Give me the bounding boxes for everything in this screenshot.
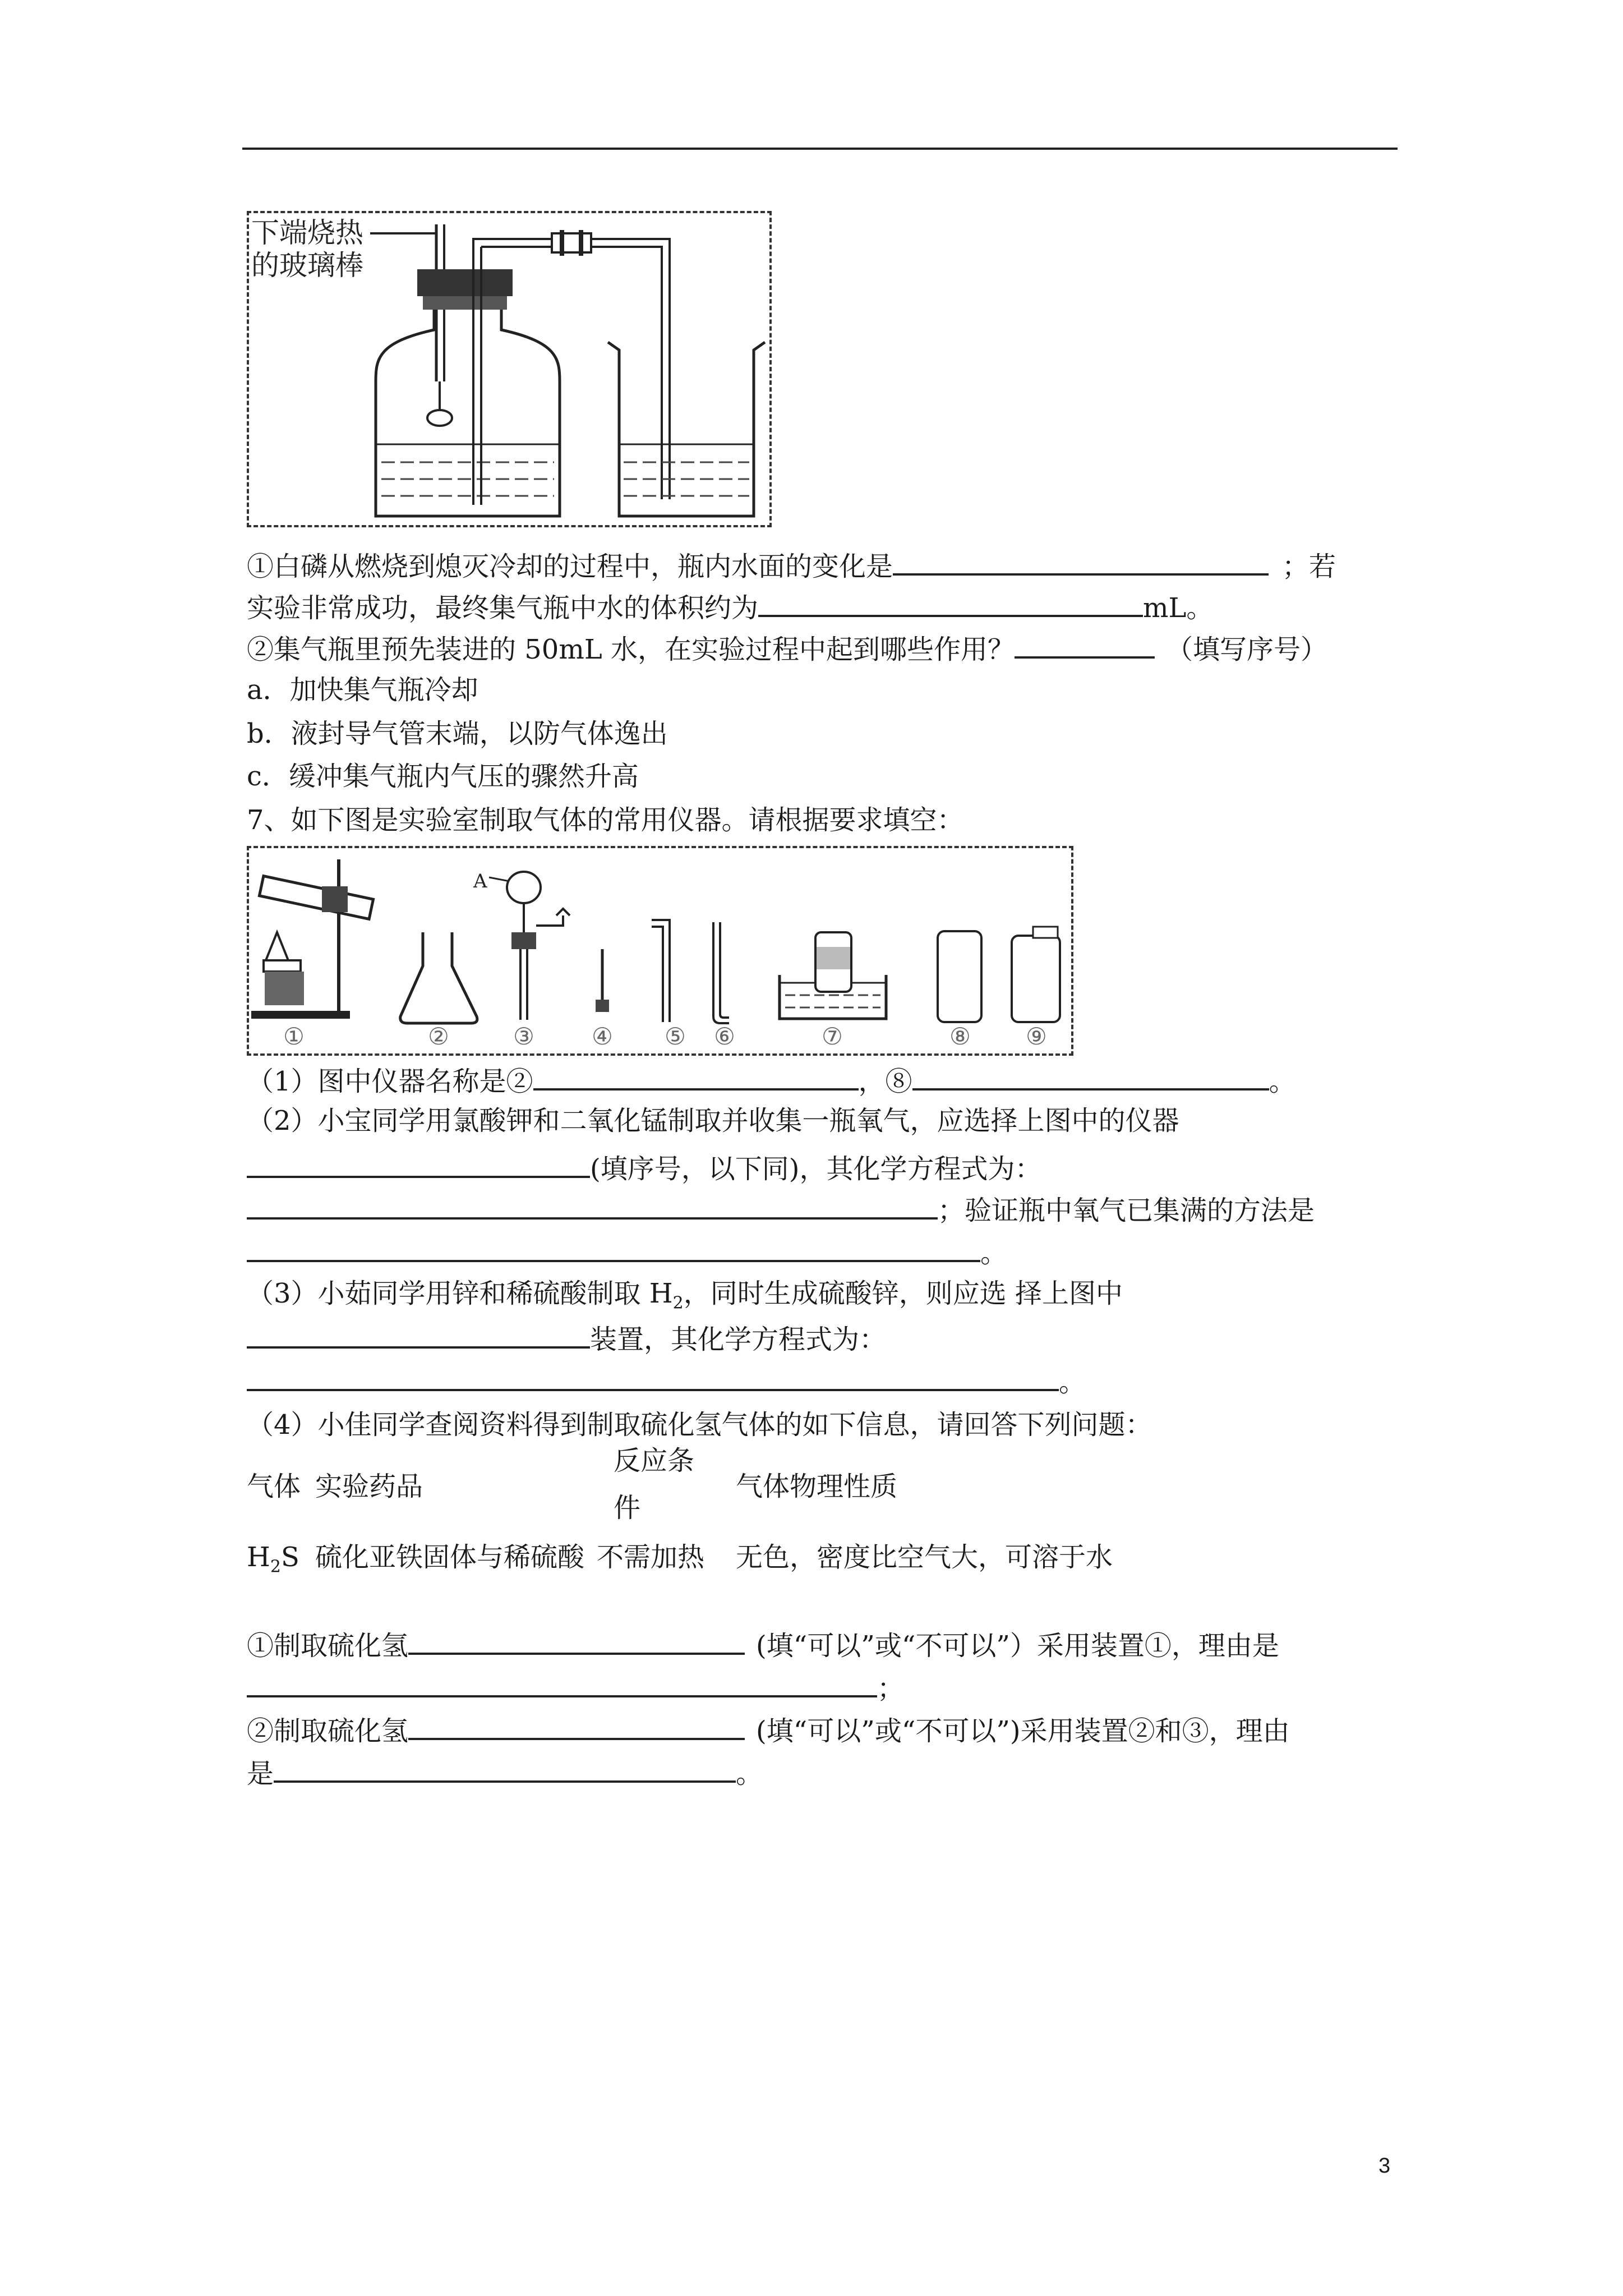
q6-option-c: c．缓冲集气瓶内气压的骤然升高 [247, 761, 639, 792]
q7-4-sub2-line2: 是 。 [247, 1752, 763, 1792]
instrument-label-1: ① [283, 1023, 305, 1050]
table-row-property: 无色，密度比空气大，可溶于水 [736, 1542, 1113, 1573]
q7-part2-line1: （2）小宝同学用氯酸钾和二氧化锰制取并收集一瓶氧气，应选择上图中的仪器 [247, 1105, 1179, 1137]
q7-4-sub1-blank-reason[interactable] [247, 1667, 877, 1697]
q7-part3-line2: 装置，其化学方程式为： [247, 1318, 886, 1358]
q7-part2-blank-method[interactable] [247, 1232, 980, 1262]
q7-part2-line3: ；验证瓶中氧气已集满的方法是 [247, 1189, 1315, 1228]
q7-part1-blank-2[interactable] [533, 1060, 859, 1091]
instrument-label-2: ② [428, 1023, 449, 1050]
instrument-label-6: ⑥ [714, 1023, 735, 1050]
q7-4-sub1-blank-choice[interactable] [408, 1625, 745, 1655]
q7-part3-line1: （3）小茹同学用锌和稀硫酸制取 $H_2$，同时生成硫酸锌，则应选 择上图中 [247, 1278, 1123, 1313]
q7-part2-line4: 。 [247, 1232, 1007, 1271]
page-number: 3 [1378, 2154, 1391, 2178]
q6-answer-blank-2[interactable] [758, 587, 1143, 617]
q7-4-sub2-blank-choice[interactable] [408, 1710, 745, 1740]
q6-option-a: a．加快集气瓶冷却 [247, 674, 478, 706]
q7-part1: （1）图中仪器名称是② ，⑧ 。 [247, 1060, 1296, 1099]
q6-answer-blank-3[interactable] [1015, 628, 1155, 659]
q7-part2-blank-equation[interactable] [247, 1189, 938, 1220]
table-row-condition: 不需加热 [597, 1542, 705, 1573]
table-header-condition-1: 反应条 [614, 1445, 695, 1476]
instrument-label-8: ⑧ [949, 1023, 971, 1050]
funnel-label-A: A [473, 870, 487, 892]
instrument-label-4: ④ [592, 1023, 613, 1050]
q6-answer-blank-1[interactable] [893, 545, 1269, 576]
instrument-label-5: ⑤ [665, 1023, 686, 1050]
table-row-drug: 硫化亚铁固体与稀硫酸 [315, 1542, 585, 1573]
q7-title: 7、如下图是实验室制取气体的常用仪器。请根据要求填空： [247, 804, 964, 836]
q7-part2-line2: (填序号，以下同)，其化学方程式为： [247, 1148, 1041, 1187]
q7-part4: （4）小佳同学查阅资料得到制取硫化氢气体的如下信息，请回答下列问题： [247, 1409, 1152, 1441]
header-rule [242, 148, 1398, 150]
q7-part1-blank-8[interactable] [912, 1060, 1269, 1091]
q6-option-b: b．液封导气管末端，以防气体逸出 [247, 718, 668, 749]
q7-part2-blank-instruments[interactable] [247, 1148, 590, 1178]
q7-4-sub1-line1: ①制取硫化氢 (填“可以”或“不可以”）采用装置①，理由是 [247, 1625, 1279, 1664]
figure-caption-line2: 的玻璃棒 [251, 249, 363, 282]
q7-part3-line3: 。 [247, 1361, 1086, 1400]
lab-instruments-figure [247, 846, 1073, 1056]
instrument-label-9: ⑨ [1026, 1023, 1047, 1050]
q7-4-sub2-line1: ②制取硫化氢 (填“可以”或“不可以”)采用装置②和③，理由 [247, 1710, 1290, 1749]
table-header-gas: 气体 [247, 1471, 301, 1502]
q7-part3-blank-equation[interactable] [247, 1361, 1059, 1391]
q7-4-sub2-blank-reason[interactable] [274, 1752, 736, 1783]
table-header-condition-2: 件 [614, 1492, 641, 1524]
q6-line-1: ①白磷从燃烧到熄灭冷却的过程中，瓶内水面的变化是 ；若 [247, 545, 1336, 585]
phosphorus-apparatus-figure [247, 211, 772, 527]
q7-part3-blank-apparatus[interactable] [247, 1318, 590, 1349]
instrument-label-3: ③ [513, 1023, 534, 1050]
table-row-gas: $H_2S$ [247, 1542, 299, 1577]
figure-caption-line1: 下端烧热 [251, 217, 363, 249]
q7-4-sub1-line2: ； [247, 1667, 904, 1706]
instrument-label-7: ⑦ [822, 1023, 843, 1050]
q6-line-2: 实验非常成功，最终集气瓶中水的体积约为 mL。 [247, 587, 1213, 626]
table-header-property: 气体物理性质 [736, 1471, 898, 1502]
q6-line-3: ②集气瓶里预先装进的 50mL 水，在实验过程中起到哪些作用？ （填写序号） [247, 628, 1327, 668]
table-header-drug: 实验药品 [315, 1471, 423, 1502]
